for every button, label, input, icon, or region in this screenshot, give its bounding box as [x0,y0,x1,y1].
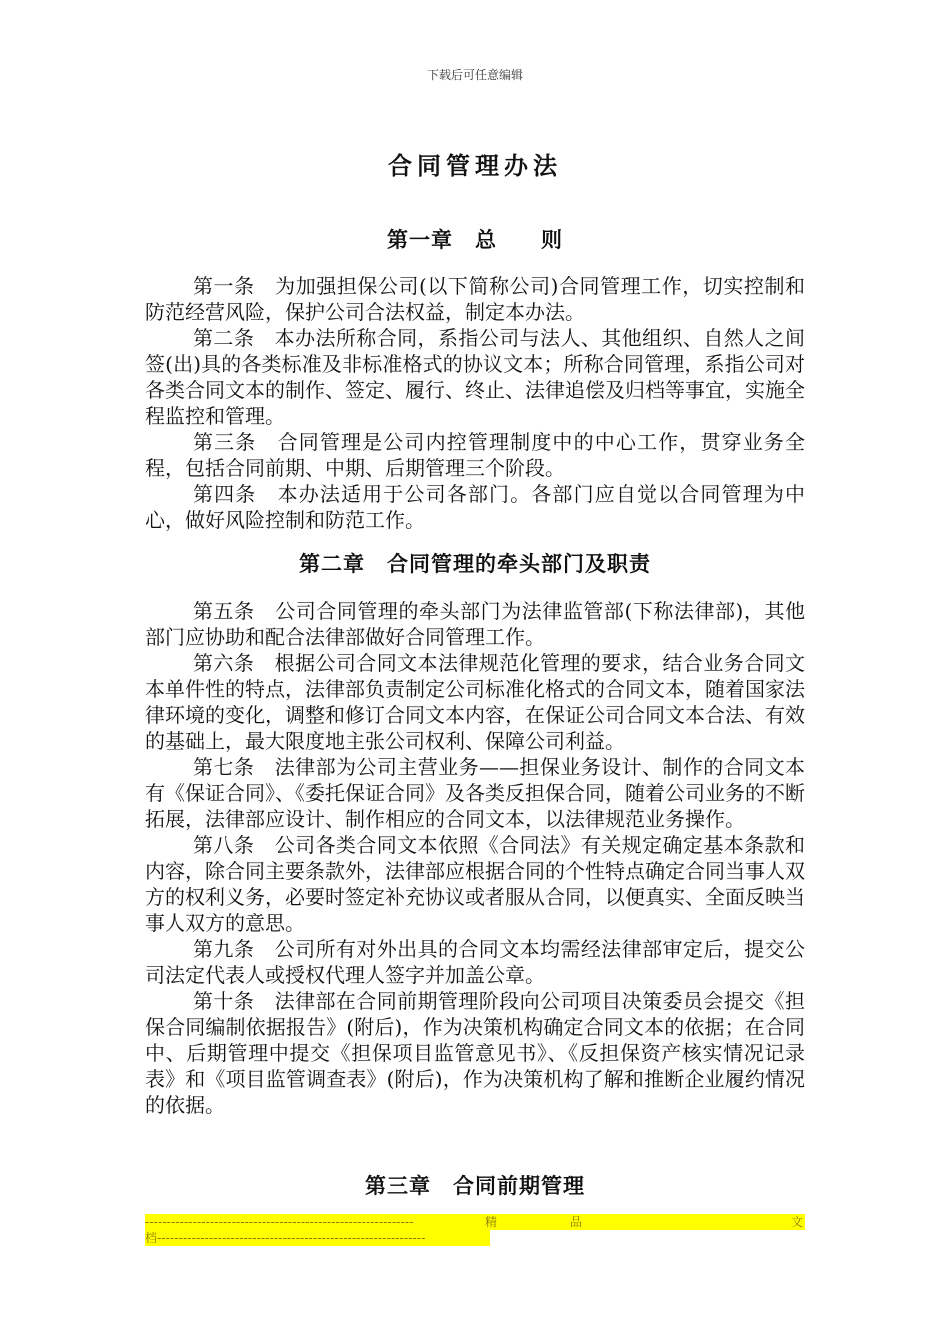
article-1: 第一条 为加强担保公司(以下简称公司)合同管理工作，切实控制和防范经营风险，保护公司合法权益，制定本办法。 [145,274,805,324]
chapter-1-body [145,273,805,533]
chapter-1-heading: 第一章 总 则 [387,228,563,252]
document-title: 合同管理办法 [388,152,562,180]
article-6: 第六条 根据公司合同文本法律规范化管理的要求，结合业务合同文本单件性的特点，法律部负责制定公司标准化格式的合同文本，随着国家法律环境的变化，调整和修订合同文本内容，在保证公司合同文本合法、有效的基础上，最大限度地主张公司权利、保障公司利益。 [145,651,805,753]
article-5: 第五条 公司合同管理的牵头部门为法律监管部(下称法律部)，其他部门应协助和配合法律部做好合同管理工作。 [145,599,805,649]
article-10: 第十条 法律部在合同前期管理阶段向公司项目决策委员会提交《担保合同编制依据报告》(附后)，作为决策机构确定合同文本的依据；在合同中、后期管理中提交《担保项目监管意见书》、《反担保资产核实情况记录表》和《项目监管调查表》(附后)，作为决策机构了解和推断企业履约情况的依据。 [145,989,805,1117]
footer-banner-line2: 档-------------------------------------------------------------- [145,1230,490,1246]
footer-char-2: 品 [570,1215,583,1229]
footer-banner-line1 [145,1214,805,1230]
article-3: 第三条 合同管理是公司内控管理制度中的中心工作，贯穿业务全程，包括合同前期、中期、后期管理三个阶段。 [145,430,805,480]
article-2: 第二条 本办法所称合同，系指公司与法人、其他组织、自然人之间签(出)具的各类标准及非标准格式的协议文本；所称合同管理，系指公司对各类合同文本的制作、签定、履行、终止、法律追偿及归档等事宜，实施全程监控和管理。 [145,326,805,428]
chapter-2-body [145,598,805,1118]
article-7: 第七条 法律部为公司主营业务——担保业务设计、制作的合同文本有《保证合同》、《委托保证合同》及各类反担保合同，随着公司业务的不断拓展，法律部应设计、制作相应的合同文本，以法律规范业务操作。 [145,755,805,831]
article-8: 第八条 公司各类合同文本依照《合同法》有关规定确定基本条款和内容，除合同主要条款外，法律部应根据合同的个性特点确定合同当事人双方的权利义务，必要时签定补充协议或者服从合同，以便真实、全面反映当事人双方的意思。 [145,833,805,935]
article-4: 第四条 本办法适用于公司各部门。各部门应自觉以合同管理为中心，做好风险控制和防范工作。 [145,482,805,532]
footer-char-1: 精 [485,1215,498,1229]
chapter-3-heading: 第三章 合同前期管理 [365,1174,585,1198]
footer-dashes: -------------------------------------------------------------- [145,1215,414,1229]
footer-char-3: 文 [791,1215,804,1229]
header-note: 下载后可任意编辑 [426,68,523,82]
chapter-2-heading: 第二章 合同管理的牵头部门及职责 [299,552,651,576]
article-9: 第九条 公司所有对外出具的合同文本均需经法律部审定后，提交公司法定代表人或授权代理人签字并加盖公章。 [145,937,805,987]
